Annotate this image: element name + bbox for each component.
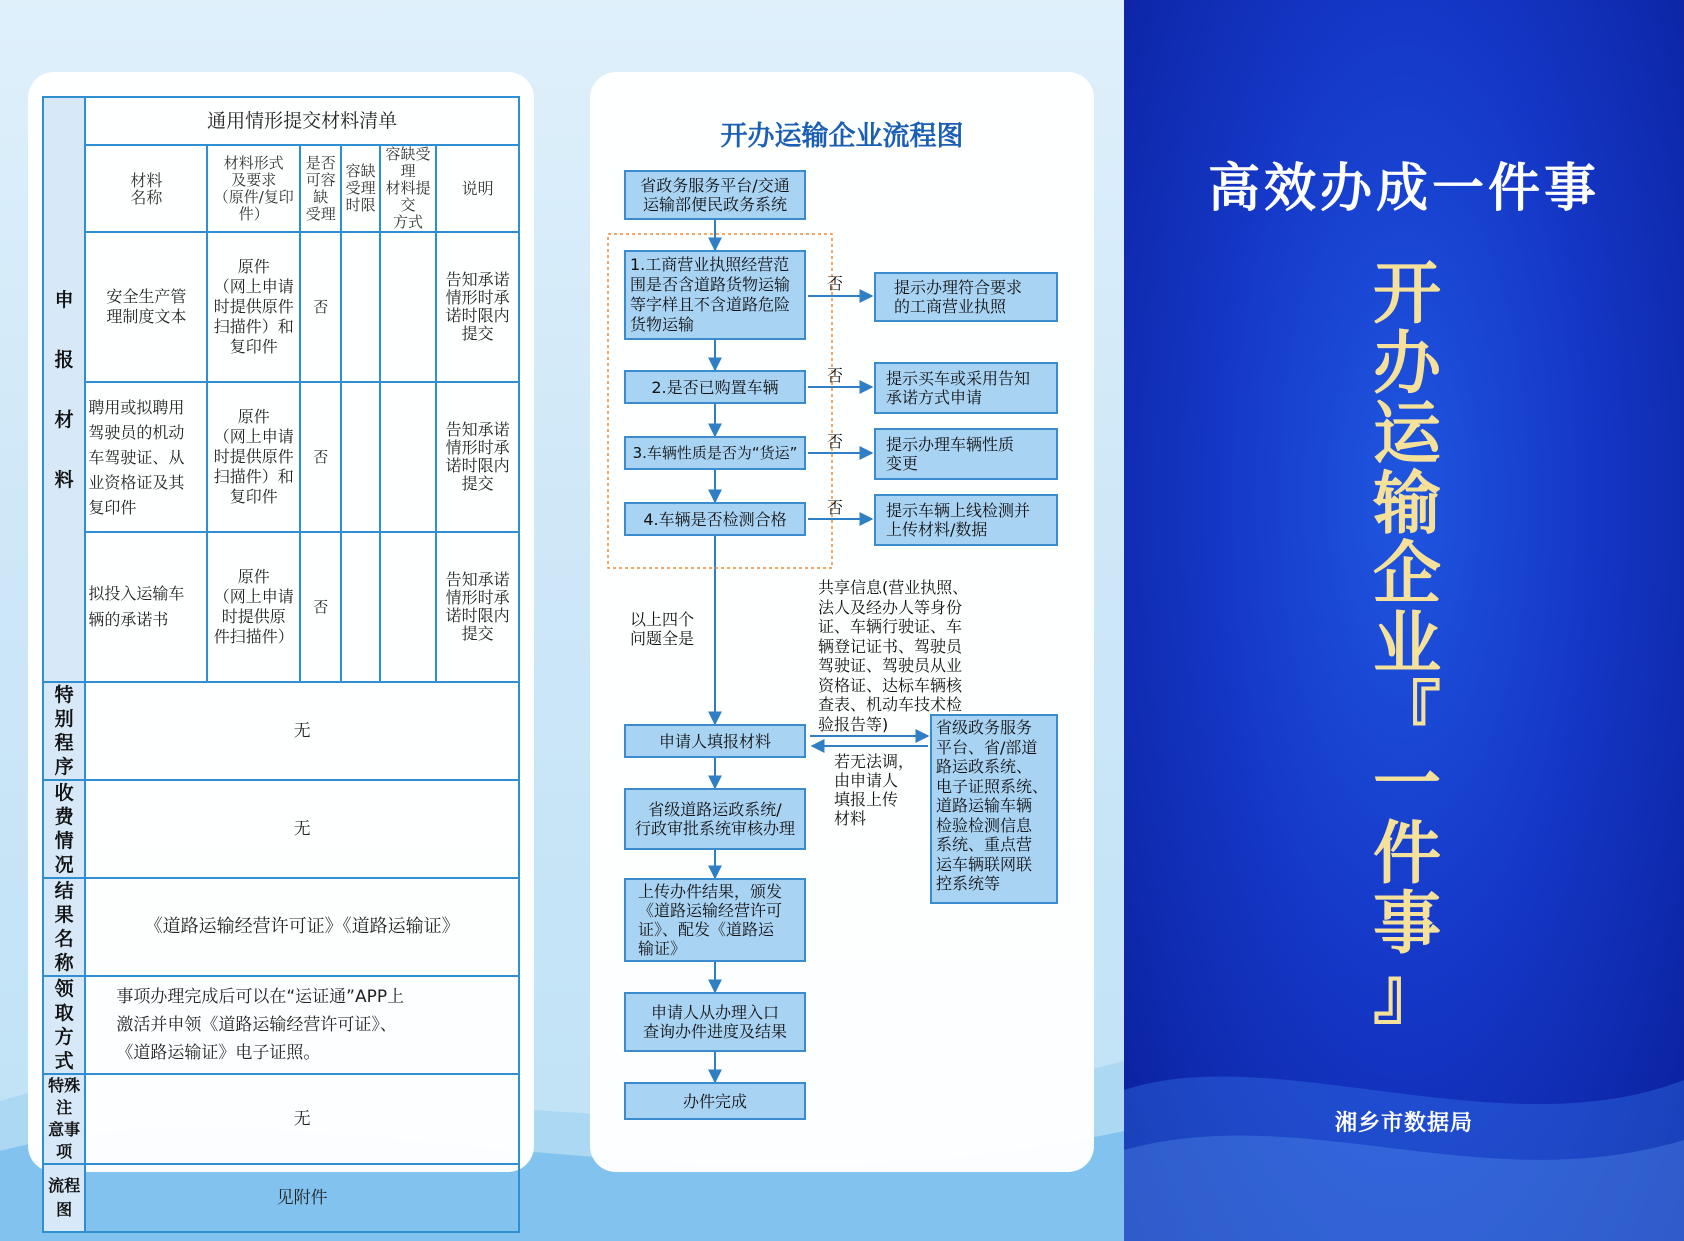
info-label: 特别 程序 [43,682,85,780]
subtitle-char: 输 [1372,465,1441,544]
info-value: 无 [85,1074,519,1164]
flow-fill-box: 申请人填报材料 [624,724,806,758]
subtitle-char: 『 [1372,675,1441,754]
agency-name: 湘乡市数据局 [1334,1111,1473,1136]
row-note: 告知承诺 情形时承 诺时限内 提交 [436,382,519,532]
info-value: 无 [85,780,519,878]
row-time-limit [341,532,379,682]
table-title: 通用情形提交材料清单 [85,97,519,145]
info-value: 无 [85,682,519,780]
header-time-limit: 容缺 受理 时限 [341,145,379,232]
side-char: 料 [54,468,74,491]
flow-r1-box: 提示办理符合要求 的工商营业执照 [874,272,1058,322]
fallback-text: 若无法调， 由申请人 填报上传 材料 [834,752,915,828]
row-tolerance: 否 [300,232,341,382]
row-form: 原件 （网上申请 时提供原 件扫描件） [207,532,300,682]
row-note: 告知承诺 情形时承 诺时限内 提交 [436,232,519,382]
all-yes-label: 以上四个 问题全是 [630,610,695,648]
header-form: 材料形式 及要求 （原件/复印件） [207,145,300,232]
cover-subtitle [1372,255,1442,1034]
no-label: 否 [827,432,844,451]
info-label: 特殊注 意事项 [43,1074,85,1164]
flow-q4-box: 4.车辆是否检测合格 [624,502,806,536]
subtitle-char: 运 [1372,395,1441,474]
flow-query-box: 申请人从办理入口 查询办件进度及结果 [624,992,806,1052]
table-row [43,382,519,532]
flow-systems-box: 省级政务服务 平台、省/部道 路运政系统、 电子证照系统、 道路运输车辆 检验检测信息 系统、重点营 运车辆联网联 控系统等 [930,714,1058,904]
shared-info-text: 共享信息(营业执照、 法人及经办人等身份 证、车辆行驶证、车 辆登记证书、驾驶员 驾驶证、驾驶员从业 资格证、达标车辆核 查表、机动车技术检 验报告等) [818,578,969,734]
table-row [43,232,519,382]
flow-r3-box: 提示办理车辆性质 变更 [874,428,1058,480]
row-time-limit [341,382,379,532]
flow-review-box: 省级道路运政系统/ 行政审批系统审核办理 [624,788,806,850]
flow-r4-box: 提示车辆上线检测并 上传材料/数据 [874,494,1058,546]
subtitle-char: 企 [1372,535,1441,614]
row-method [380,532,436,682]
info-label: 流程图 [43,1164,85,1232]
row-tolerance: 否 [300,532,341,682]
info-label: 结果 名称 [43,878,85,976]
info-row-flowchart [43,1164,519,1232]
side-char: 报 [54,348,74,371]
row-name: 拟投入运输车 辆的承诺书 [85,532,207,682]
flow-q1-box: 1.工商营业执照经营范 围是否含道路货物运输 等字样且不含道路危险 货物运输 [624,250,806,340]
header-name: 材料 名称 [85,145,207,232]
flow-start-box: 省政务服务平台/交通 运输部便民政务系统 [624,170,806,220]
header-note: 说明 [436,145,519,232]
info-row-special [43,682,519,780]
row-method [380,232,436,382]
no-label: 否 [827,498,844,517]
table-row [43,532,519,682]
flowchart [590,100,1094,1150]
flow-q2-box: 2.是否已购置车辆 [624,370,806,404]
info-value: 《道路运输经营许可证》《道路运输证》 [85,878,519,976]
header-tolerance: 是否 可容缺 受理 [300,145,341,232]
info-row-collect [43,976,519,1074]
flow-upload-box: 上传办件结果，颁发 《道路运输经营许可 证》、配发《道路运 输证》 [624,878,806,962]
info-label: 领取 方式 [43,976,85,1074]
row-name: 聘用或拟聘用 驾驶员的机动 车驾驶证、从 业资格证及其 复印件 [85,382,207,532]
row-method [380,382,436,532]
flow-title: 开办运输企业流程图 [720,121,964,152]
header-method: 容缺受理 材料提交 方式 [380,145,436,232]
materials-table [42,96,520,1233]
info-value: 见附件 [85,1164,519,1232]
info-row-fees [43,780,519,878]
flow-q3-box: 3.车辆性质是否为“货运” [624,436,806,470]
subtitle-char: 办 [1372,325,1441,404]
flow-done-box: 办件完成 [624,1082,806,1120]
flow-r2-box: 提示买车或采用告知 承诺方式申请 [874,362,1058,414]
row-name: 安全生产管 理制度文本 [85,232,207,382]
no-label: 否 [827,366,844,385]
cover-title: 高效办成一件事 [1207,159,1600,219]
subtitle-char: 』 [1372,955,1441,1034]
row-form: 原件 （网上申请 时提供原件 扫描件）和 复印件 [207,232,300,382]
side-char: 申 [54,288,74,311]
row-tolerance: 否 [300,382,341,532]
side-label-materials [43,97,85,682]
row-form: 原件 （网上申请 时提供原件 扫描件）和 复印件 [207,382,300,532]
subtitle-char: 开 [1372,255,1441,334]
side-char: 材 [54,408,74,431]
info-label: 收费 情况 [43,780,85,878]
subtitle-char: 事 [1372,885,1441,964]
subtitle-char: 一 [1372,745,1441,824]
row-time-limit [341,232,379,382]
subtitle-char: 业 [1372,605,1441,684]
info-row-notes [43,1074,519,1164]
cover-panel [1124,0,1684,1241]
row-note: 告知承诺 情形时承 诺时限内 提交 [436,532,519,682]
subtitle-char: 件 [1372,815,1441,894]
info-value: 事项办理完成后可以在“运证通”APP上 激活并申领《道路运输经营许可证》、 《道路运输证》电子证照。 [85,976,519,1074]
info-row-result [43,878,519,976]
no-label: 否 [827,274,844,293]
